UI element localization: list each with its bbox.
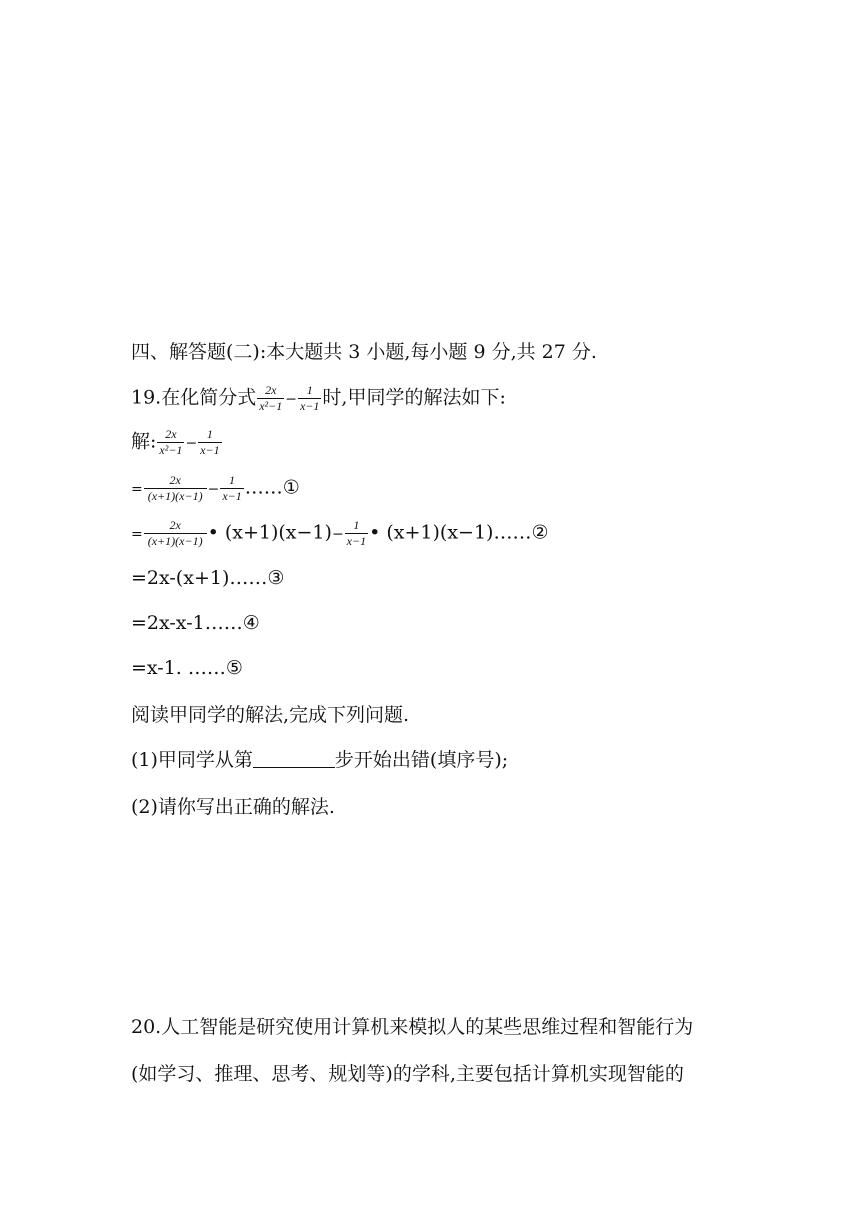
q19-intro-before: 19.在化简分式 [131, 386, 257, 409]
frac-numerator: 2x [265, 383, 277, 397]
equals-sign: = [131, 481, 143, 498]
minus-sign: − [331, 526, 344, 543]
equals-sign: = [131, 526, 143, 543]
frac-denominator: (x+1)(x−1) [144, 488, 207, 503]
fraction-1-over-x-1 [345, 519, 368, 548]
frac-denominator: x²−1 [259, 399, 283, 413]
question-19-part-1 [131, 748, 508, 772]
solution-line-0 [131, 428, 223, 457]
minus-sign: − [207, 481, 220, 498]
solution-step-3: =2x-(x+1)……③ [131, 567, 285, 589]
solution-label: 解: [131, 430, 157, 453]
solution-step-2 [131, 519, 549, 548]
question-19-intro [131, 384, 506, 413]
question-19-part-2: (2)请你写出正确的解法. [131, 796, 335, 818]
multiply-factor-with-marker: • (x+1)(x−1)……② [369, 521, 549, 544]
fraction-1-over-x-1 [298, 384, 321, 413]
fraction-1-over-x-1 [198, 428, 221, 457]
solution-step-1 [131, 474, 300, 503]
frac-numerator: 1 [206, 427, 213, 441]
frac-denominator: x²−1 [159, 443, 183, 457]
fraction-2x-over-x2-1 [257, 384, 284, 413]
frac-denominator: x−1 [222, 489, 242, 503]
read-prompt: 阅读甲同学的解法,完成下列问题. [131, 704, 410, 726]
q19-intro-after: 时,甲同学的解法如下: [322, 386, 506, 409]
frac-denominator: (x+1)(x−1) [144, 533, 207, 548]
answer-blank[interactable] [253, 749, 335, 768]
frac-denominator: x−1 [299, 399, 320, 413]
solution-step-4: =2x-x-1……④ [131, 612, 260, 634]
section-heading: 四、解答题(二):本大题共 3 小题,每小题 9 分,共 27 分. [131, 341, 597, 363]
frac-numerator: 2x [165, 427, 177, 441]
step-marker: ① [282, 476, 300, 499]
minus-sign: − [185, 435, 198, 452]
fraction-2x-over-x2-1 [157, 428, 184, 457]
frac-numerator: 2x [169, 518, 181, 532]
frac-denominator: x−1 [200, 443, 220, 457]
question-20 [131, 1004, 741, 1098]
q20-line-1: 20.人工智能是研究使用计算机来模拟人的某些思维过程和智能行为 [131, 1016, 694, 1038]
frac-numerator: 1 [353, 518, 360, 532]
fraction-1-over-x-1 [220, 474, 243, 503]
frac-denominator: x−1 [346, 534, 367, 548]
q20-line-2: (如学习、推理、思考、规划等)的学科,主要包括计算机实现智能的 [131, 1063, 684, 1085]
part1-text-after: 步开始出错(填序号); [334, 749, 509, 771]
fraction-2x-over-factored [144, 474, 207, 503]
multiply-factor: • (x+1)(x−1) [207, 521, 332, 544]
fraction-2x-over-factored [144, 519, 207, 548]
frac-numerator: 1 [306, 383, 313, 397]
frac-numerator: 1 [229, 473, 236, 487]
minus-sign: − [285, 391, 297, 408]
frac-numerator: 2x [169, 473, 181, 487]
part1-text-before: (1)甲同学从第 [131, 749, 253, 771]
ellipsis: …… [244, 476, 283, 499]
solution-step-5: =x-1. ……⑤ [131, 657, 243, 679]
